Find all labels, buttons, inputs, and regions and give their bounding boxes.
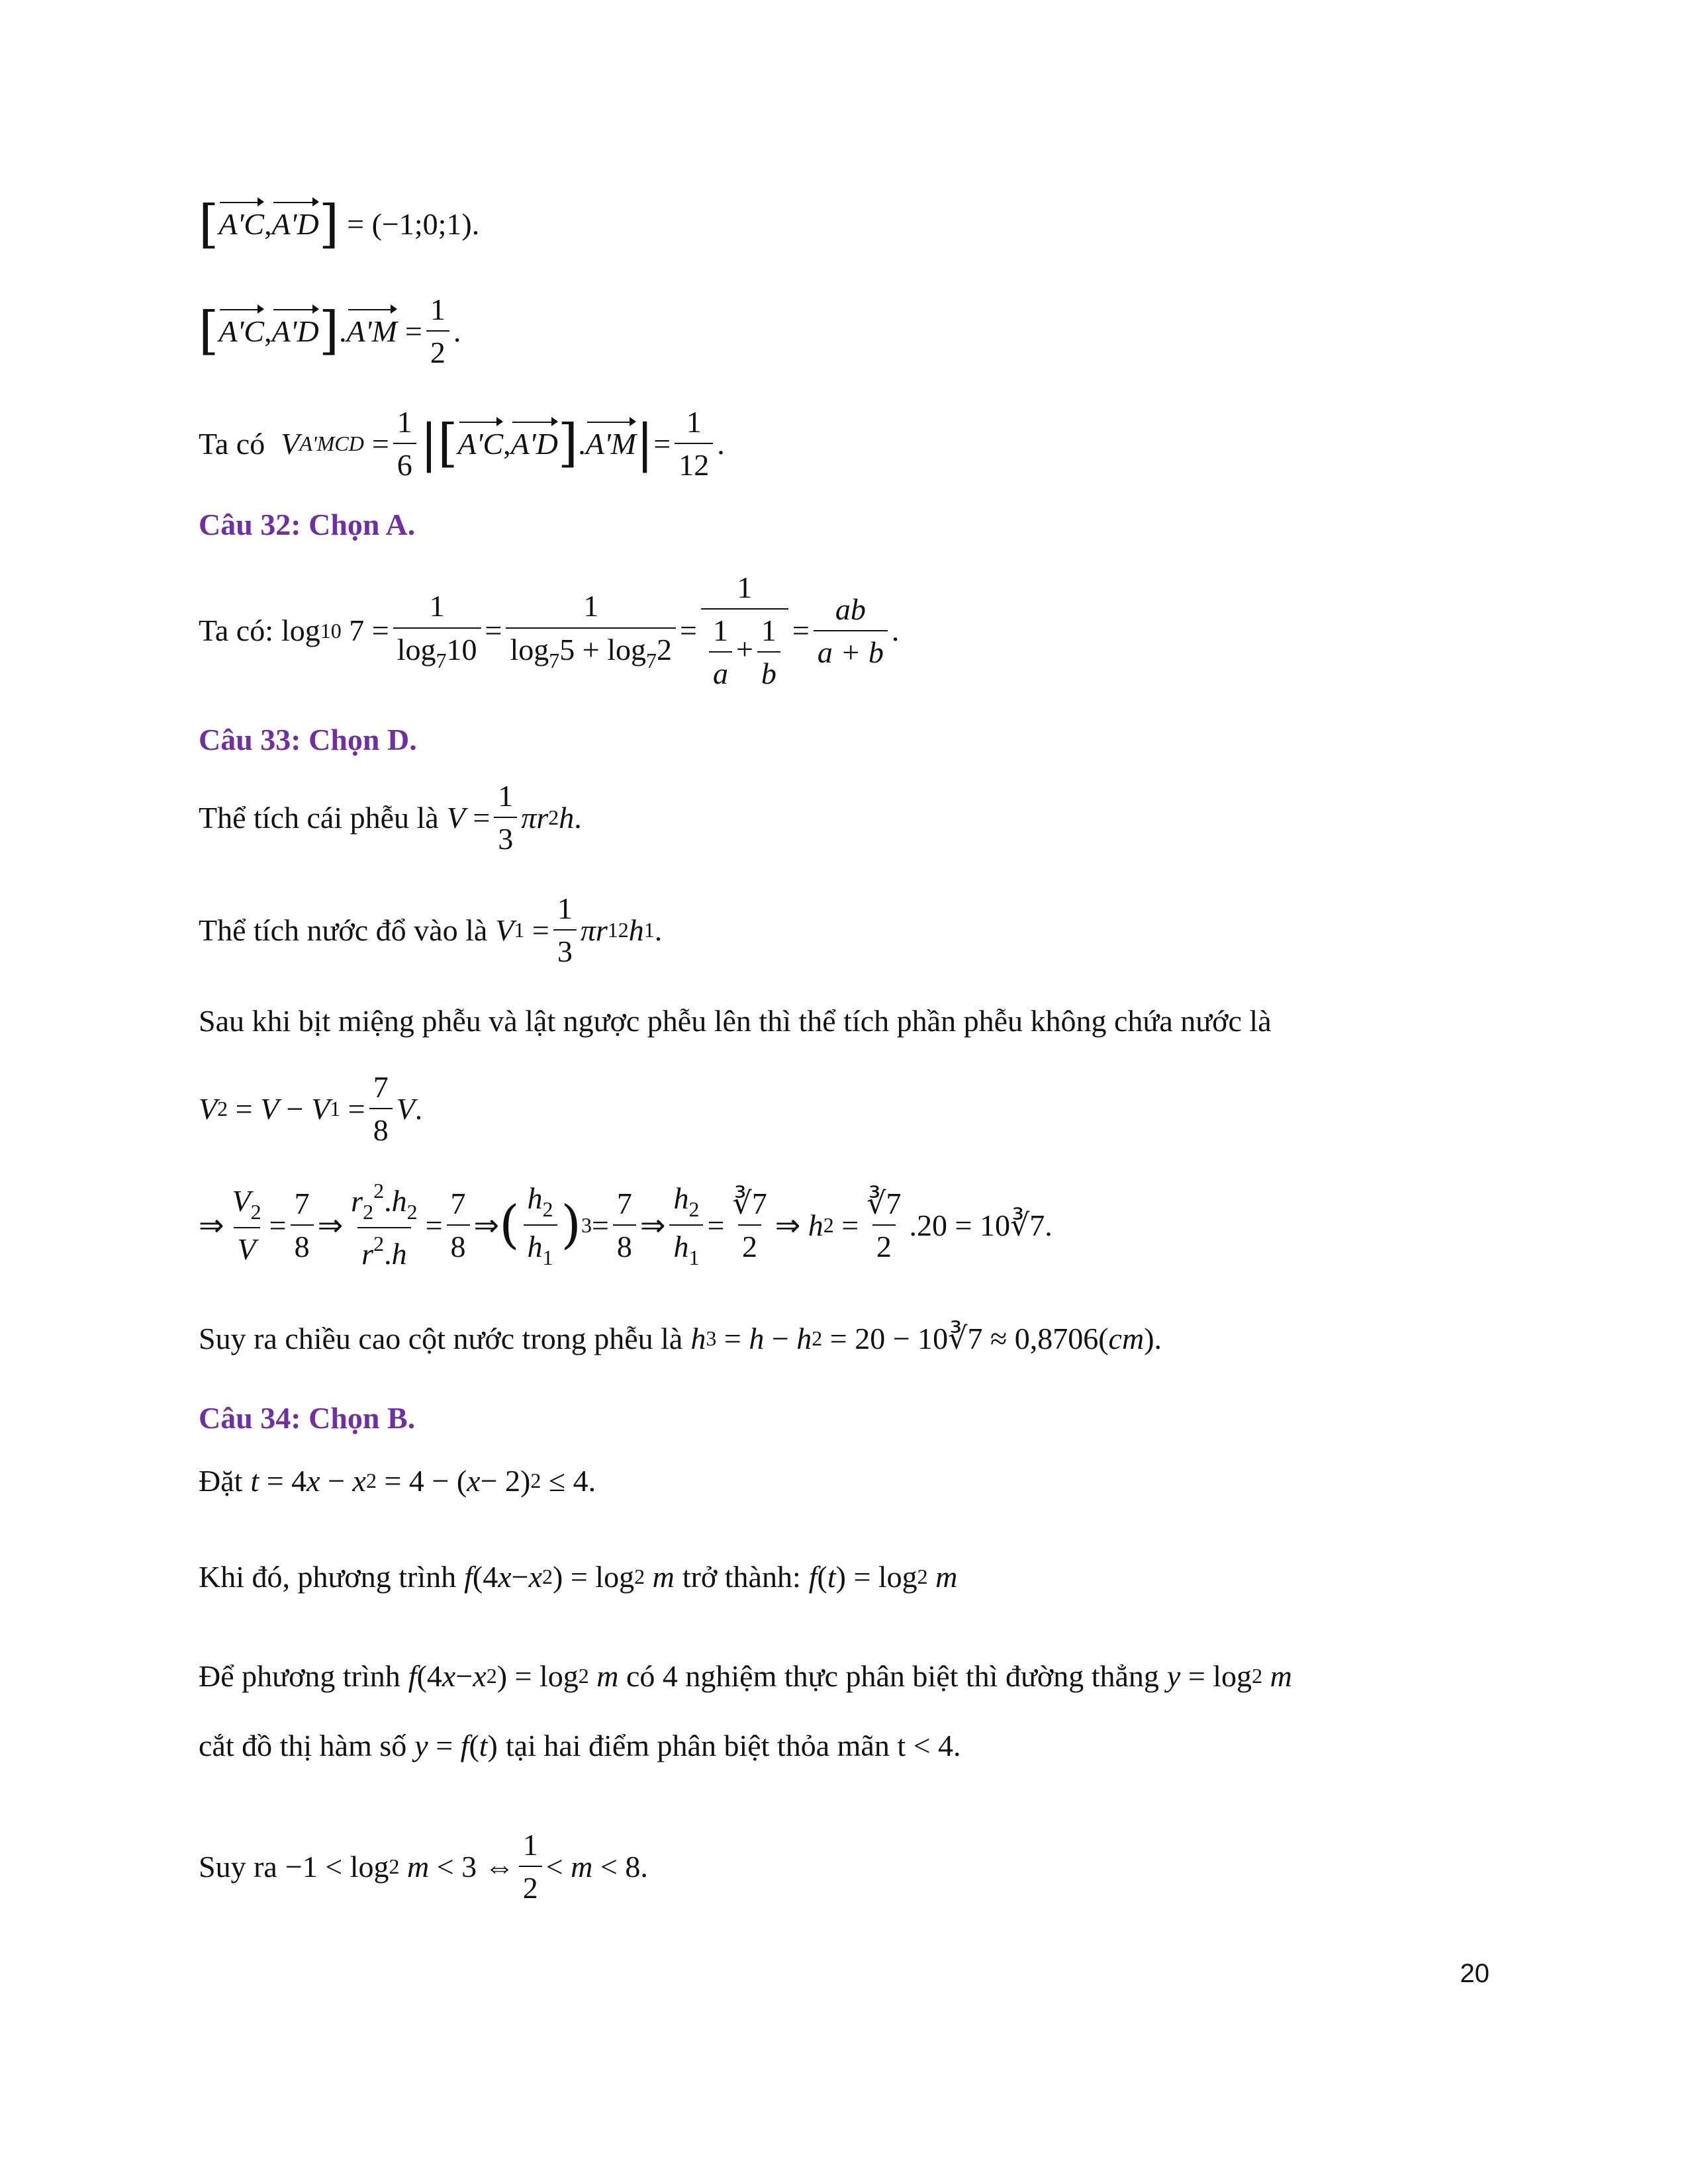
v2-line: V 2 = V − V 1 = $\frac{7}{8}$ V . <box>199 1069 422 1148</box>
funnel-volume-line: Thể tích cái phễu là V = $\frac{1}{3}$ πr 2 h . <box>199 778 582 857</box>
h3-line: Suy ra chiều cao cột nước trong phễu là h 3 = h − h 2 = 20 − 10∛7 ≈ 0,8706 ( cm ). <box>199 1322 1162 1355</box>
water-volume-line: Thể tích nước đổ vào là V 1 = $\frac{1}{3}$ πr 1 2 h 1 . <box>199 890 662 970</box>
equation-transform-line: Khi đó, phương trình f (4 x − x 2 ) = log 2 m trở thành: f ( t ) = log 2 m <box>199 1560 958 1594</box>
intersection-line: cắt đồ thị hàm số y = f ( t ) tại hai điểm phân biệt thỏa mãn t < 4. <box>199 1729 961 1762</box>
page-number: 20 <box>1460 1959 1489 1988</box>
m-range-line: Suy ra −1 < log 2 m < 3 ⇔ $\frac{1}{2}$ < m < 8. <box>199 1827 648 1906</box>
condition-line: Để phương trình f (4 x − x 2 ) = log 2 m có 4 nghiệm thực phân biệt thì đường thẳng y = log 2 m <box>199 1659 1292 1693</box>
dot-product-fraction: $\frac{1}{2}$ <box>426 291 449 371</box>
ratio-chain-line: ⇒ $\frac{V_2}{V}$ = $\frac{7}{8}$ ⇒ $\frac{r_2^2.h_2}{r^2.h}$ = $\frac{7}{8}$ ⇒ ( $\frac{h_2}{h_1}$ ) 3 = $\frac{7}{8}$ ⇒ $\frac{h_2}{h_1}$ = $\frac{∛7}{2}$ ⇒ h 2 = $\frac{∛7}{2}$ .20 = 10∛7. <box>199 1178 1053 1273</box>
question-33-heading: Câu 33: Chọn D. <box>199 723 417 756</box>
question-32-heading: Câu 32: Chọn A. <box>199 508 416 541</box>
volume-line: Ta có V A'MCD = $\frac{1}{6}$ |[ A'C , A'D ] . A'M | = $\frac{1}{12}$ . <box>199 404 725 483</box>
q32-solution-line: Ta có: log 10 7 = $\frac{1}{\log_710}$ = $\frac{1}{\log_75 + \log_72}$ = 1 $\frac{1}{a}$ + $\frac{1}{b}$ = $\frac{ab}{a + b}$ . <box>199 569 899 692</box>
dot-product-line: [ A'C , A'D ] . A'M = $\frac{1}{2}$ . <box>199 291 461 371</box>
cross-product-line: [ A'C , A'D ] = (−1;0;1). <box>199 195 480 254</box>
substitution-line: Đặt t = 4 x − x 2 = 4 − ( x − 2) 2 ≤ 4. <box>199 1464 596 1498</box>
inverted-funnel-text: Sau khi bịt miệng phễu và lật ngược phễu lên thì thể tích phần phễu không chứa nước là <box>199 1004 1272 1038</box>
question-34-heading: Câu 34: Chọn B. <box>199 1401 416 1435</box>
cross-product-result: = (−1;0;1). <box>347 207 480 242</box>
